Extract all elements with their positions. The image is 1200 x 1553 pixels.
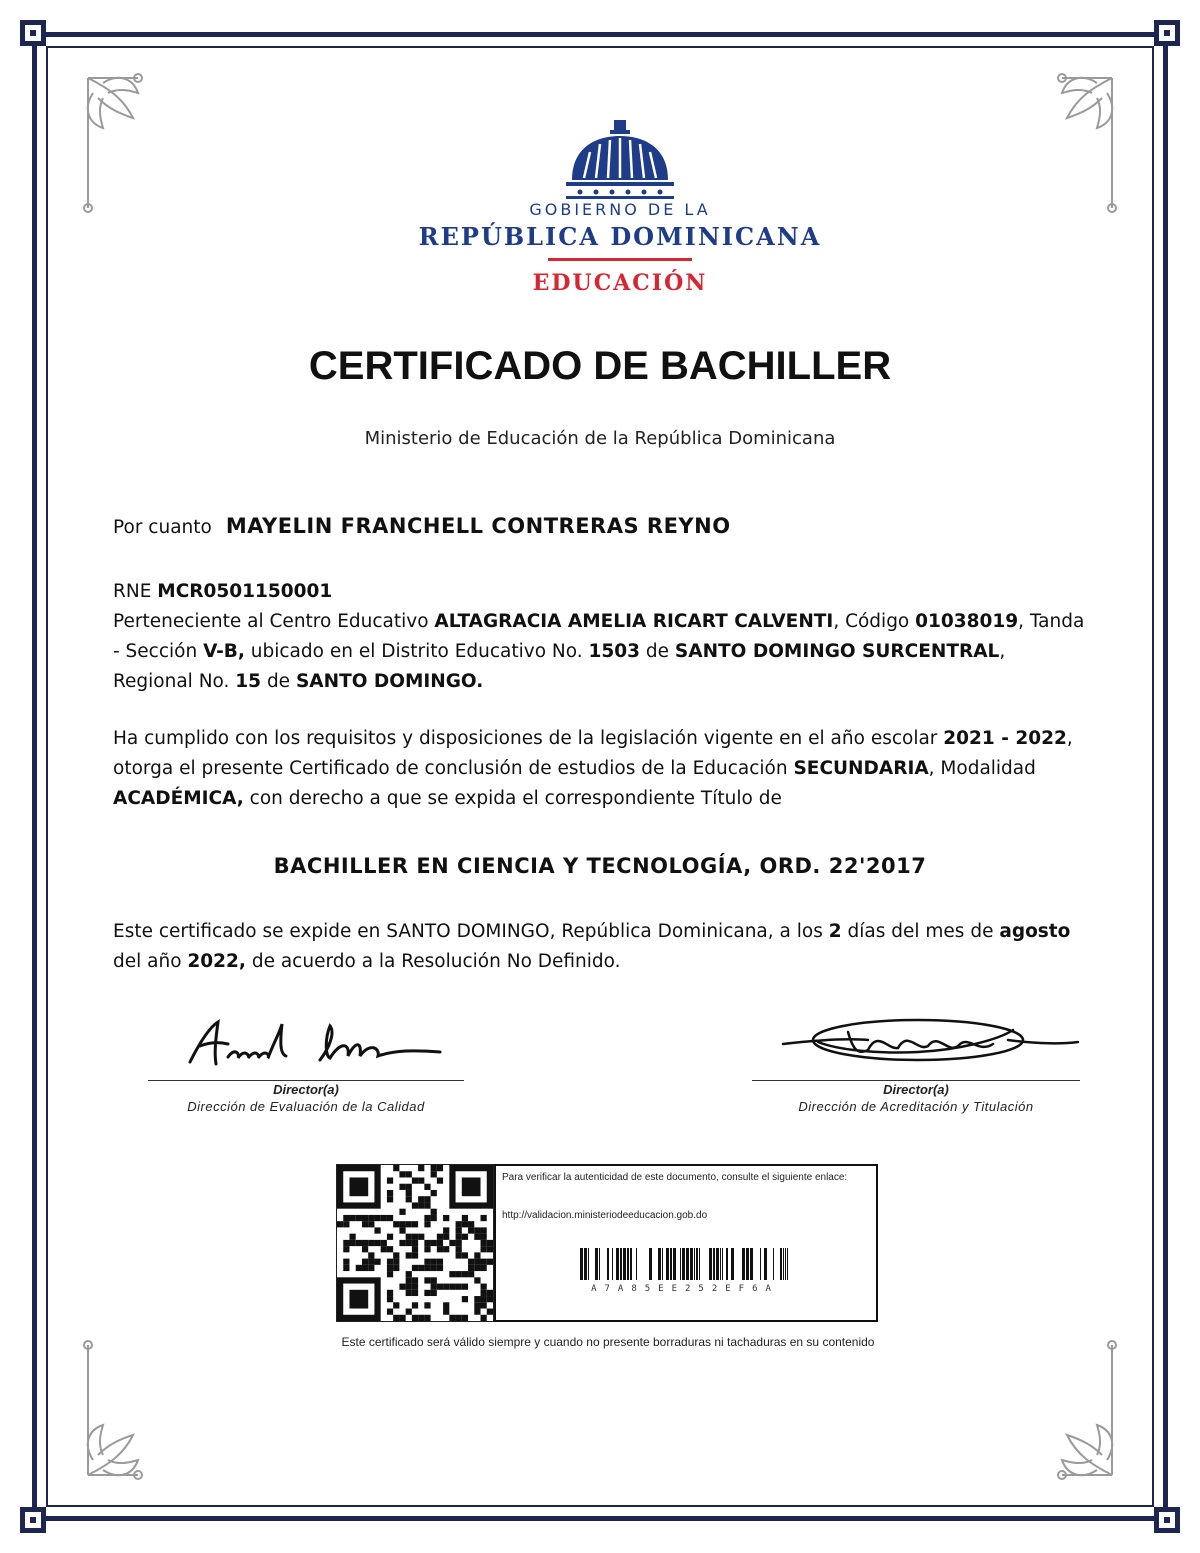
issued-year: 2022, (187, 951, 246, 972)
issued-month: agosto (999, 921, 1071, 942)
education-modality: ACADÉMICA, (113, 788, 244, 809)
ornament-bottom-right-icon (1022, 1335, 1122, 1485)
signature-line-left (148, 1080, 464, 1081)
issued-text: de acuerdo a la Resolución No Definido. (251, 951, 621, 972)
qr-code-icon (337, 1165, 493, 1321)
logo-dept: EDUCACIÓN (532, 270, 708, 296)
school-year: 2021 - 2022 (943, 728, 1067, 749)
school-text: , Código (833, 611, 910, 632)
rne-label: RNE (113, 581, 152, 602)
ornament-top-left-icon (78, 68, 178, 218)
district-number: 1503 (588, 641, 641, 662)
corner-square-top-left (20, 20, 46, 46)
student-info-paragraph (113, 577, 1088, 697)
issued-paragraph (113, 917, 1088, 977)
school-name: ALTAGRACIA AMELIA RICART CALVENTI (434, 611, 834, 632)
district-name: SANTO DOMINGO SURCENTRAL (674, 641, 1000, 662)
qr-code (336, 1164, 494, 1322)
school-text: , Regional No. (113, 641, 1006, 692)
signature-right-icon (778, 1010, 1083, 1075)
certificate-subtitle: Ministerio de Educación de la República Dominicana (364, 428, 836, 449)
requirements-text: Ha cumplido con los requisitos y disposiciones de la legislación vigente en el año escolar (113, 728, 938, 749)
barcode-icon (580, 1248, 790, 1280)
signature-right-dept: Dirección de Acreditación y Titulación (798, 1099, 1034, 1114)
degree-title: BACHILLER EN CIENCIA Y TECNOLOGÍA, ORD. 22'2017 (273, 854, 927, 878)
barcode-code: A7A85EE252EF6A (591, 1284, 779, 1294)
ornament-top-right-icon (1022, 68, 1122, 218)
corner-square-bottom-right (1154, 1507, 1180, 1533)
rne-value: MCR0501150001 (157, 581, 333, 602)
school-text: ubicado en el Distrito Educativo No. (250, 641, 583, 662)
school-code: 01038019 (915, 611, 1019, 632)
rne-line (113, 577, 1088, 607)
logo-gov-line2: REPÚBLICA DOMINICANA (418, 222, 822, 251)
regional-name: SANTO DOMINGO. (295, 671, 484, 692)
signature-line-right (752, 1080, 1080, 1081)
signature-left-dept: Dirección de Evaluación de la Calidad (187, 1099, 425, 1114)
requirements-paragraph (113, 724, 1088, 814)
issued-text: del año (113, 951, 182, 972)
certificate-title: CERTIFICADO DE BACHILLER (308, 344, 892, 388)
issued-day: 2 (828, 921, 842, 942)
school-info (113, 607, 1088, 697)
validation-box (494, 1164, 878, 1322)
signature-left-role: Director(a) (273, 1082, 339, 1097)
por-cuanto-line (113, 514, 731, 538)
education-level: SECUNDARIA (793, 758, 929, 779)
footer-note: Este certificado será válido siempre y cuando no presente borraduras ni tachaduras en su contenido (341, 1335, 875, 1349)
por-cuanto-label: Por cuanto (113, 517, 212, 538)
school-text: de (645, 641, 670, 662)
requirements-text: , otorga el presente Certificado de conclusión de estudios de la Educación (113, 728, 1073, 779)
school-text: Perteneciente al Centro Educativo (113, 611, 429, 632)
requirements-text: con derecho a que se expida el correspondiente Título de (249, 788, 782, 809)
requirements-text: , Modalidad (928, 758, 1036, 779)
ornament-bottom-left-icon (78, 1335, 178, 1485)
signature-left-icon (180, 1012, 460, 1072)
validation-url[interactable]: http://validacion.ministeriodeeducacion.gob.do (502, 1210, 708, 1221)
corner-square-bottom-left (20, 1507, 46, 1533)
school-section: V-B, (203, 641, 245, 662)
logo-gov-line1: GOBIERNO DE LA (529, 200, 711, 219)
school-text: de (266, 671, 291, 692)
regional-number: 15 (235, 671, 262, 692)
logo-red-divider (548, 258, 692, 261)
corner-square-top-right (1154, 20, 1180, 46)
signature-right-role: Director(a) (883, 1082, 949, 1097)
school-text: , Tanda - Sección (113, 611, 1085, 662)
issued-text: Este certificado se expide en SANTO DOMINGO, República Dominicana, a los (113, 921, 823, 942)
validation-text: Para verificar la autenticidad de este documento, consulte el siguiente enlace: (502, 1172, 848, 1183)
student-name: MAYELIN FRANCHELL CONTRERAS REYNO (225, 514, 731, 538)
dome-logo-icon (560, 118, 680, 200)
issued-text: días del mes de (847, 921, 994, 942)
